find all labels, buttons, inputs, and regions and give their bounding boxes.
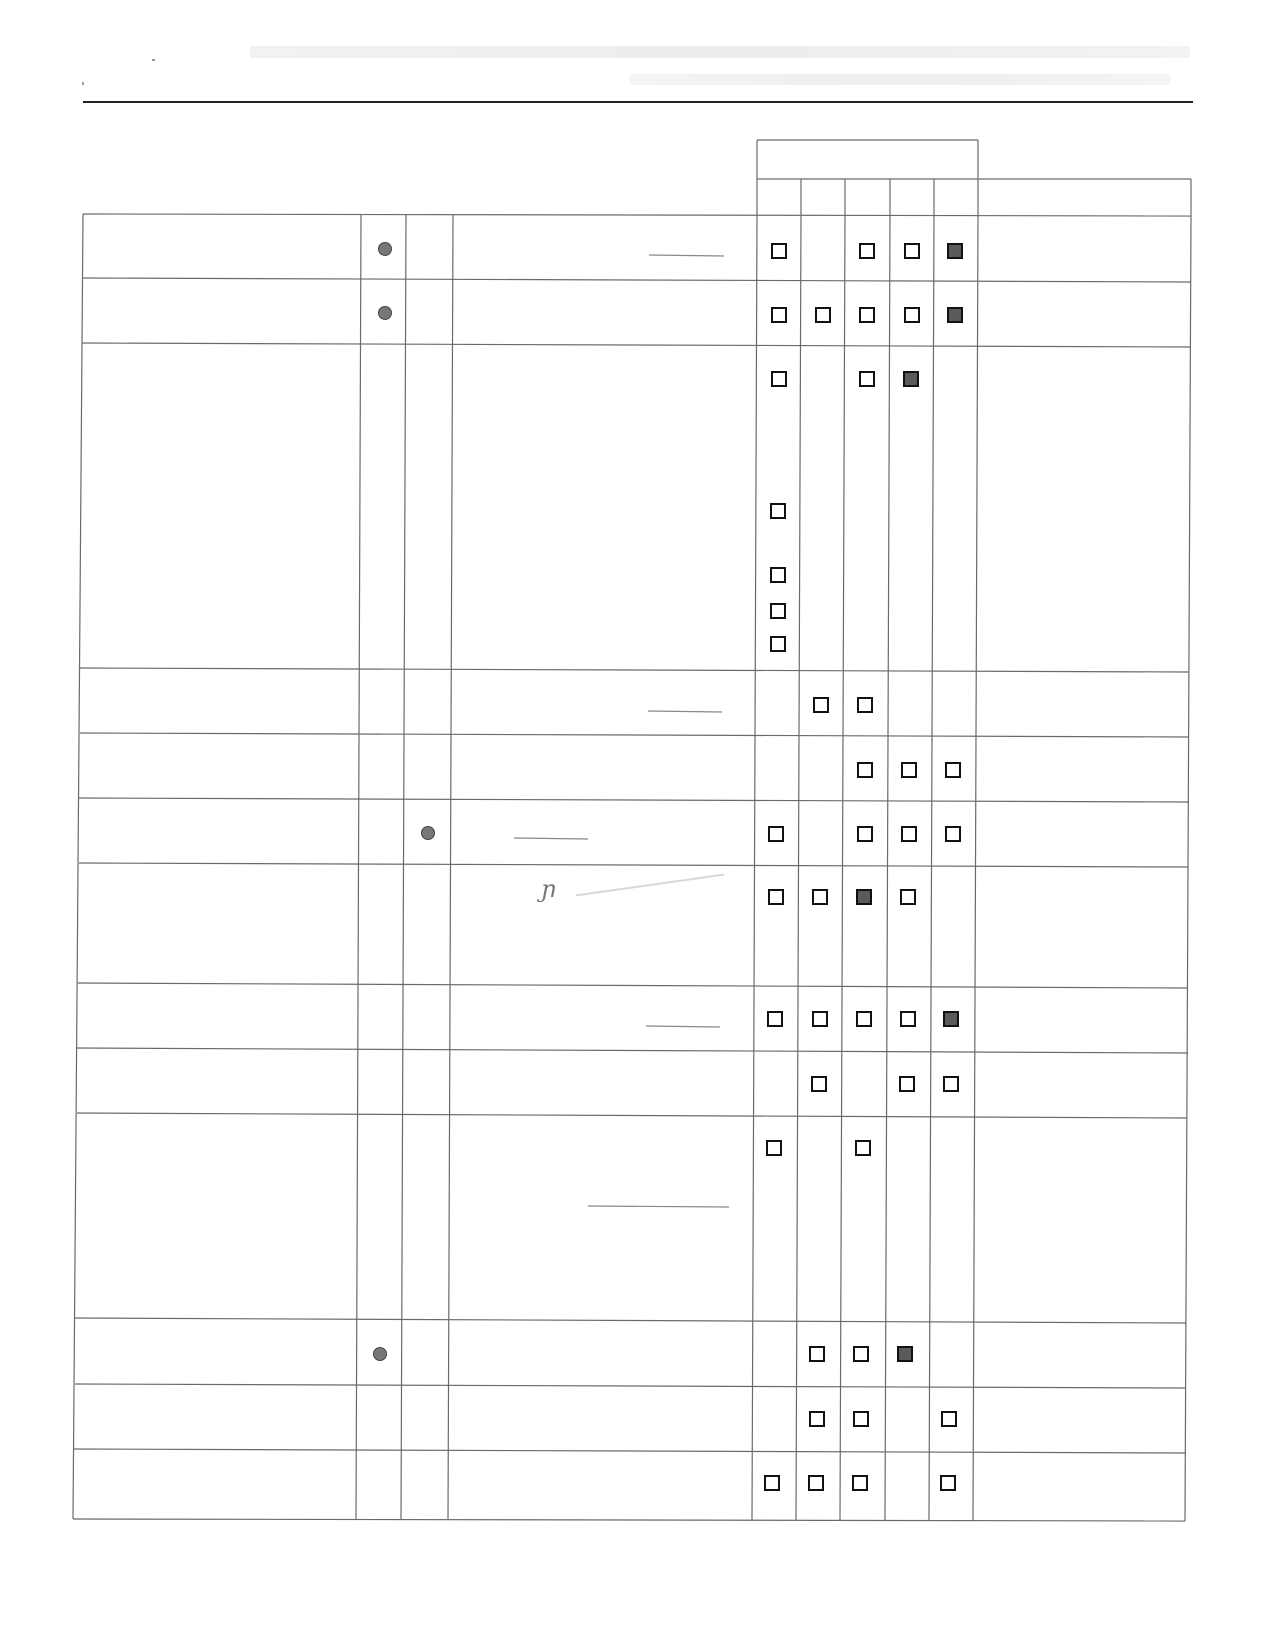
checkbox[interactable] [809,1411,825,1427]
checkbox[interactable] [815,307,831,323]
checkbox[interactable] [900,1011,916,1027]
checkbox[interactable] [859,243,875,259]
bullet-marker [373,1347,387,1361]
checkbox-checked[interactable] [903,371,919,387]
checkbox-checked[interactable] [856,889,872,905]
checkbox[interactable] [768,889,784,905]
checkbox[interactable] [813,697,829,713]
checkbox[interactable] [811,1076,827,1092]
checkbox-checked[interactable] [947,307,963,323]
checkbox[interactable] [770,636,786,652]
checkbox[interactable] [857,826,873,842]
checkbox[interactable] [767,1011,783,1027]
checkbox[interactable] [899,1076,915,1092]
checkbox[interactable] [857,762,873,778]
checkbox[interactable] [904,307,920,323]
checkbox[interactable] [941,1411,957,1427]
checkbox[interactable] [943,1076,959,1092]
checkbox[interactable] [857,697,873,713]
checkbox[interactable] [856,1011,872,1027]
checkbox[interactable] [808,1475,824,1491]
checkbox[interactable] [766,1140,782,1156]
checkbox[interactable] [771,307,787,323]
checkbox[interactable] [859,307,875,323]
checkbox[interactable] [770,567,786,583]
checkbox-checked[interactable] [943,1011,959,1027]
checkbox[interactable] [945,826,961,842]
bullet-marker [378,242,392,256]
checkbox[interactable] [770,503,786,519]
checkbox[interactable] [901,826,917,842]
checkbox[interactable] [771,243,787,259]
checkbox[interactable] [853,1411,869,1427]
checkbox[interactable] [859,371,875,387]
checkbox[interactable] [940,1475,956,1491]
checkbox[interactable] [812,1011,828,1027]
checkbox[interactable] [901,762,917,778]
checkbox[interactable] [812,889,828,905]
checkbox[interactable] [852,1475,868,1491]
checkbox[interactable] [768,826,784,842]
checkbox[interactable] [904,243,920,259]
checkbox-checked[interactable] [947,243,963,259]
checkbox[interactable] [900,889,916,905]
checkbox[interactable] [945,762,961,778]
checkbox[interactable] [855,1140,871,1156]
checkbox[interactable] [770,603,786,619]
bullet-marker [421,826,435,840]
checkbox[interactable] [853,1346,869,1362]
bullet-marker [378,306,392,320]
handwritten-mark: ɲ [541,875,557,903]
checkbox[interactable] [764,1475,780,1491]
checkbox-checked[interactable] [897,1346,913,1362]
checkbox[interactable] [771,371,787,387]
checkbox[interactable] [809,1346,825,1362]
